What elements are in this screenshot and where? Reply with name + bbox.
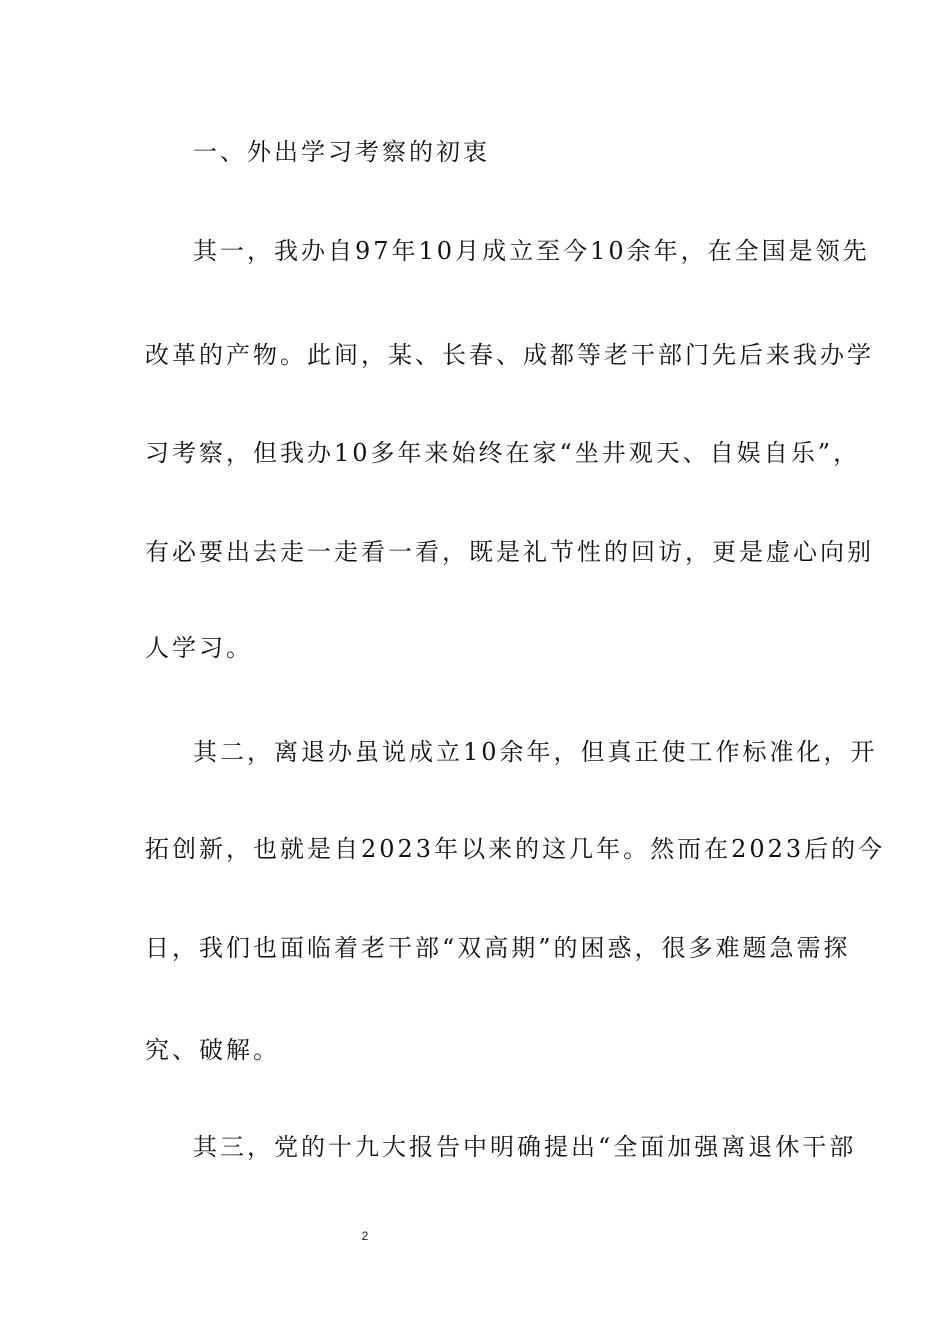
paragraph-2-line-2: 拓创新，也就是自2023年以来的这几年。然而在2023后的今 [145, 835, 886, 863]
page-number: 2 [361, 1229, 369, 1243]
paragraph-1-line-1: 其一，我办自97年10月成立至今10余年，在全国是领先 [193, 237, 870, 265]
paragraph-1-line-2: 改革的产物。此间，某、长春、成都等老干部门先后来我办学 [145, 341, 874, 369]
paragraph-1-line-4: 有必要出去走一走看一看，既是礼节性的回访，更是虚心向别 [145, 538, 874, 566]
paragraph-2-line-3: 日，我们也面临着老干部“双高期”的困惑，很多难题急需探 [145, 934, 851, 962]
paragraph-2-line-4: 究、破解。 [145, 1036, 280, 1064]
paragraph-2-line-1: 其二，离退办虽说成立10余年，但真正使工作标准化，开 [193, 738, 878, 766]
paragraph-3-line-1: 其三，党的十九大报告中明确提出“全面加强离退休干部 [193, 1133, 857, 1161]
section-heading: 一、外出学习考察的初衷 [193, 138, 490, 166]
paragraph-1-line-5: 人学习。 [145, 634, 253, 662]
paragraph-1-line-3: 习考察，但我办10多年来始终在家“坐井观天、自娱自乐”， [145, 439, 861, 467]
